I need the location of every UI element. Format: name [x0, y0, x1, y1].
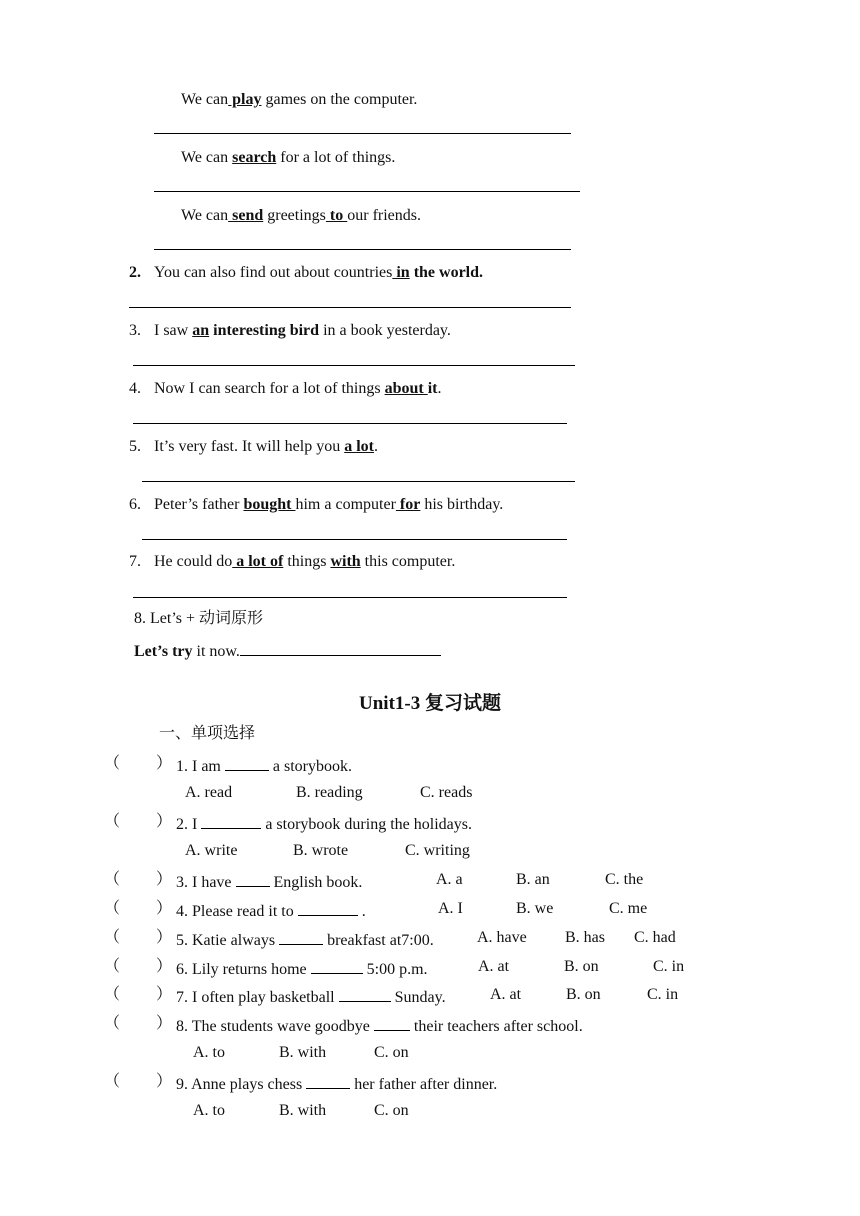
sentence-1c	[181, 206, 421, 226]
sentence-1b	[181, 148, 395, 168]
question-1	[176, 754, 352, 777]
paren-open: （	[104, 958, 121, 975]
question-stem: a storybook during the holidays.	[261, 816, 472, 833]
option-a[interactable]: A. read	[185, 784, 233, 801]
option-c[interactable]: C. me	[609, 900, 648, 917]
paren-open: （	[104, 986, 121, 1003]
option-a[interactable]: A. at	[478, 958, 510, 975]
underlined-word: send	[228, 207, 264, 224]
text: this computer.	[360, 553, 456, 570]
bold-text: it	[427, 380, 438, 397]
bold-text: interesting bird	[209, 322, 320, 339]
answer-blank[interactable]	[311, 957, 363, 974]
option-c[interactable]: C. had	[634, 929, 676, 946]
answer-line	[133, 423, 567, 424]
question-7	[176, 985, 446, 1008]
answer-blank[interactable]	[298, 899, 358, 916]
option-b[interactable]: B. on	[566, 986, 601, 1003]
option-c[interactable]: C. on	[374, 1102, 409, 1119]
option-c[interactable]: C. in	[653, 958, 685, 975]
paren-close: ）	[156, 813, 173, 830]
text: We can	[181, 207, 229, 224]
question-9	[176, 1072, 497, 1095]
question-stem: 5. Katie always	[176, 932, 280, 949]
option-a[interactable]: A. have	[477, 929, 527, 946]
underlined-word: bought	[243, 496, 296, 513]
sentence-7	[129, 552, 455, 572]
item-number: 5.	[129, 438, 141, 455]
option-a[interactable]: A. to	[193, 1044, 225, 1061]
option-a[interactable]: A. a	[436, 871, 463, 888]
text: Peter’s father	[154, 496, 244, 513]
option-b[interactable]: B. on	[564, 958, 599, 975]
sentence-3	[129, 321, 451, 341]
answer-line	[142, 481, 575, 482]
paren-open: （	[104, 755, 121, 772]
paren-open: （	[104, 871, 121, 888]
answer-blank[interactable]	[236, 870, 270, 887]
option-a[interactable]: A. to	[193, 1102, 225, 1119]
text: .	[373, 438, 378, 455]
answer-blank[interactable]	[240, 639, 441, 656]
option-b[interactable]: B. an	[516, 871, 550, 888]
answer-blank[interactable]	[201, 812, 261, 829]
sentence-5	[129, 437, 378, 457]
answer-line	[129, 307, 571, 308]
question-5	[176, 928, 434, 951]
paren-close: ）	[156, 958, 173, 975]
text: it now.	[192, 643, 240, 660]
question-stem: 1. I am	[176, 758, 225, 775]
question-stem: 6. Lily returns home	[176, 961, 311, 978]
question-stem: a storybook.	[268, 758, 352, 775]
answer-line	[142, 539, 567, 540]
text: greetings	[263, 207, 326, 224]
section-heading: 一、单项选择	[159, 725, 256, 742]
question-stem: breakfast at7:00.	[323, 932, 434, 949]
option-b[interactable]: B. we	[516, 900, 554, 917]
text: You can also find out about countries	[154, 264, 393, 281]
question-3	[176, 870, 362, 893]
answer-blank[interactable]	[339, 985, 391, 1002]
option-b[interactable]: B. has	[565, 929, 605, 946]
option-b[interactable]: B. wrote	[293, 842, 349, 859]
answer-blank[interactable]	[279, 928, 323, 945]
item-number: 7.	[129, 553, 141, 570]
text: his birthday.	[420, 496, 504, 513]
text: He could do	[154, 553, 233, 570]
underlined-word: for	[395, 496, 421, 513]
text: for a lot of things.	[276, 149, 396, 166]
question-4	[176, 899, 366, 922]
question-stem: 8. The students wave goodbye	[176, 1018, 374, 1035]
underlined-word: play	[228, 91, 262, 108]
option-c[interactable]: C. reads	[420, 784, 473, 801]
question-6	[176, 957, 428, 980]
text: Now I can search for a lot of things	[154, 380, 385, 397]
paren-close: ）	[156, 900, 173, 917]
question-stem: English book.	[269, 874, 363, 891]
text: .	[437, 380, 442, 397]
sentence-2	[129, 263, 483, 283]
paren-open: （	[104, 1015, 121, 1032]
underlined-word: a lot of	[232, 553, 284, 570]
option-a[interactable]: A. at	[490, 986, 522, 1003]
question-2	[176, 812, 472, 835]
text: things	[283, 553, 331, 570]
item-number: 4.	[129, 380, 141, 397]
question-stem: 9. Anne plays chess	[176, 1076, 307, 1093]
sentence-4	[129, 379, 442, 399]
question-stem: 7. I often play basketball	[176, 989, 339, 1006]
question-8	[176, 1014, 583, 1037]
text: I saw	[154, 322, 193, 339]
answer-blank[interactable]	[225, 754, 269, 771]
underlined-word: in	[392, 264, 410, 281]
option-b[interactable]: B. reading	[296, 784, 363, 801]
answer-blank[interactable]	[306, 1072, 350, 1089]
sentence-8	[134, 639, 441, 662]
bold-text: the world.	[409, 264, 484, 281]
underlined-word: with	[330, 553, 361, 570]
text: games on the computer.	[261, 91, 418, 108]
paren-open: （	[104, 900, 121, 917]
answer-line	[154, 249, 571, 250]
bold-text: Let’s try	[134, 643, 193, 660]
answer-line	[133, 365, 575, 366]
sentence-8-heading: 8. Let’s + 动词原形	[134, 610, 264, 627]
paren-close: ）	[156, 986, 173, 1003]
paren-close: ）	[156, 1015, 173, 1032]
underlined-word: about	[384, 380, 428, 397]
item-number: 2.	[129, 264, 141, 281]
underlined-word: an	[192, 322, 210, 339]
question-stem: her father after dinner.	[350, 1076, 498, 1093]
item-number: 3.	[129, 322, 141, 339]
text: We can	[181, 91, 229, 108]
option-c[interactable]: C. in	[647, 986, 679, 1003]
underlined-word: search	[232, 149, 277, 166]
text: him a computer	[295, 496, 396, 513]
answer-line	[133, 597, 567, 598]
item-number: 6.	[129, 496, 141, 513]
option-c[interactable]: C. the	[605, 871, 644, 888]
option-a[interactable]: A. write	[185, 842, 238, 859]
text: We can	[181, 149, 233, 166]
answer-line	[154, 191, 580, 192]
question-stem: 5:00 p.m.	[362, 961, 428, 978]
option-b[interactable]: B. with	[279, 1102, 327, 1119]
text: our friends.	[347, 207, 421, 224]
question-stem: .	[357, 903, 366, 920]
paren-open: （	[104, 929, 121, 946]
paren-close: ）	[156, 929, 173, 946]
question-stem: their teachers after school.	[409, 1018, 583, 1035]
page-title: Unit1-3 复习试题	[359, 693, 501, 714]
underlined-word: a lot	[344, 438, 374, 455]
answer-blank[interactable]	[374, 1014, 410, 1031]
text: It’s very fast. It will help you	[154, 438, 345, 455]
option-a[interactable]: A. I	[438, 900, 463, 917]
sentence-1a	[181, 90, 417, 110]
answer-line	[154, 133, 571, 134]
option-c[interactable]: C. on	[374, 1044, 409, 1061]
underlined-word: to	[325, 207, 348, 224]
option-b[interactable]: B. with	[279, 1044, 327, 1061]
question-stem: Sunday.	[390, 989, 446, 1006]
paren-close: ）	[156, 1073, 173, 1090]
option-c[interactable]: C. writing	[405, 842, 470, 859]
sentence-6	[129, 495, 503, 515]
paren-open: （	[104, 1073, 121, 1090]
question-stem: 4. Please read it to	[176, 903, 298, 920]
question-stem: 2. I	[176, 816, 202, 833]
text: in a book yesterday.	[319, 322, 451, 339]
paren-close: ）	[156, 871, 173, 888]
paren-close: ）	[156, 755, 173, 772]
paren-open: （	[104, 813, 121, 830]
question-stem: 3. I have	[176, 874, 236, 891]
